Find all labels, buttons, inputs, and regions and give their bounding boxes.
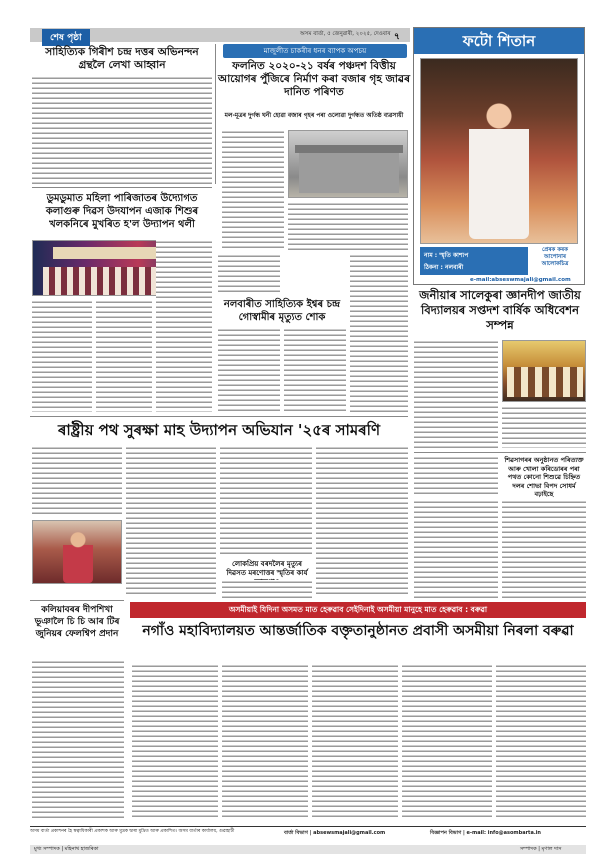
story-mid-right-body-b [284,328,346,412]
story-right-small-body-a [414,500,498,598]
story-right-mid-body-a [414,340,498,448]
footer-rule [30,826,586,827]
date-line: অসম বাৰ্তা, ৫ জেনুৱাৰী, ২০২৫, দেওবাৰ [300,31,391,37]
footer-editor: মুখ্য সম্পাদক | মহিনাথ হাজৰিকা [34,846,99,852]
story-bottom-body-4 [402,664,492,820]
footer-email[interactable]: বাৰ্তা বিভাগ | absewsmajali@gmail.com [284,830,386,836]
stage-people [507,367,583,397]
footer-ad[interactable]: বিজ্ঞাপন বিভাগ | e-mail: info@asombarta.in [430,830,541,836]
story-wide-body-4 [316,446,408,596]
story-mid-right-body-a [218,328,280,412]
story-bottom-headline: নগাঁও মহাবিদ্যালয়ত আন্তৰ্জাতিক বক্তৃতানুষ্ঠানত প্ৰবাসী অসমীয়া নিৰলা বৰুৱা [142,623,574,639]
story-left-top-body [32,76,212,184]
story-right-mid-body-b [502,406,586,448]
story-left-bottom-headline: কলিয়াবৰৰ দীপশিখা ভূঞালৈ চি চি আৰ টিৰ জুনিয়ৰ ফেলশ্বিপ প্ৰদান [34,605,120,639]
story-left-mid-body-c [156,240,212,412]
footer-strip [30,845,586,854]
story-top-body-left [222,130,284,250]
story-right-small-body-b [502,500,586,598]
market-shed-roof [295,145,403,153]
dancer-figure [63,529,93,583]
story-top-photo [288,130,408,198]
photo-corner-title: ফটো শিতান [414,28,584,54]
story-top-subheadline: মল-মূত্ৰৰ দুৰ্গন্ধ ঘনী হোৱা বজাৰ গৃহৰ পৰা ওলোৱা দুৰ্গন্ধত অতিষ্ঠ ব্যৱসায়ী [224,112,404,119]
story-left-bottom-photo [32,520,122,584]
story-right-mid-headline: জনীয়াৰ সালেকুৰা জ্ঞানদীপ জাতীয় বিদ্যালয়ৰ সপ্তদশ বাৰ্ষিক অধিবেশন সম্পন্ন [419,288,581,332]
story-mid-extra [350,254,408,412]
story-wide-body-3 [220,446,312,556]
story-right-small-headline: শিৱসাগৰৰ অনুষ্ঠানত পৰিত্যক্ত আৰু খোলা কৰিডোৰৰ পৰা পথত কোনো শিশুৱে চিহ্নিত দলৰ শোভা বিপদ সোধৰ্ম বঢ়াইছে [504,456,584,498]
story-wide-body-1 [32,446,122,516]
market-shed-wall [299,153,399,193]
footer-editor-right: সম্পাদক | মৃণাল দাস [520,846,562,852]
story-small-centre-body [222,580,312,598]
photo-corner-image [420,58,578,244]
story-bottom-body-2 [222,664,308,820]
story-right-col-body [414,456,498,496]
story-left-top-headline: সাহিত্যিক গিৰীশ চন্দ্ৰ দত্তৰ অভিনন্দন গ্ৰন্থলৈ লেখা আহ্বান [45,46,199,71]
story-wide-headline: ৰাষ্ট্ৰীয় পথ সুৰক্ষা মাহ উদ্যাপন অভিযান '২৫ৰ সামৰণি [57,421,381,439]
rule-left-mid [32,187,212,188]
rule-left-bottom [30,600,124,601]
story-bottom-body-5 [496,664,586,820]
story-right-mid-photo [502,340,586,402]
story-bottom-body-1 [132,664,218,820]
page-number: ৭ [394,32,400,42]
story-mid-right-headline: নলবাৰীত সাহিত্যিক ইশ্বৰ চন্দ্ৰ গোস্বামীৰ মৃত্যুত শোক [223,299,341,323]
rule-wide [30,416,408,417]
story-wide-body-2 [126,446,216,596]
story-bottom-body-3 [312,664,398,820]
story-left-mid-headline: ডুমডুমাত মহিলা পাৰিজাতৰ উদ্যোগত কলাগুৰু দিৱস উদযাপন এজাক শিশুৰ খলকনিৰে মুখৰিত হ'ল উদ্যাপন থলী [45,193,199,230]
photo-caption-name: নাম : স্মৃতি কাশ্যপ [424,252,469,259]
col-divider [215,44,216,184]
story-small-centre-headline: লোকপ্ৰিয় বৰদলৈৰ মৃত্যুৰ দিৱসত মৰণোত্তৰ স্মৃতিৰ কাৰ্য [226,560,308,577]
rule-right-small [414,452,586,453]
story-centre-body [218,254,280,294]
story-top-body-right [288,202,408,252]
stage-banner [53,247,173,259]
story-top-headline: ফলনিত ২০২০-২১ বৰ্ষৰ পঞ্চদশ বিত্তীয় আয়োগৰ পুঁজিৰে নিৰ্মাণ কৰা বজাৰ গৃহ জাৱৰ দানিত পৰিণত [218,60,410,98]
footer-line1: অসম বাৰ্তা প্ৰকাশনৰ হৈ স্বত্বাধিকাৰী প্ৰকাশক আৰু মুদ্ৰক দ্বাৰা মুদ্ৰিত আৰু প্ৰকাশিত। অসম বাৰ্তাৰ কাৰ্যালয়, গুৱাহাটী [30,829,235,834]
section-tag: শেষ পৃষ্ঠা [42,29,90,46]
story-left-mid-body-a [32,300,92,412]
story-bottom-banner: অসমীয়াই যিদিনা অসমত মাত হেৰুৱাব সেইদিনাই অসমীয়া মানুহে মাত হেৰুৱাব : বৰুৱা [130,602,586,618]
photo-caption-address: ঠিকনা : নলবাৰী [424,264,464,271]
story-left-mid-body-b [96,300,152,412]
photo-corner-email[interactable]: e-mail:abseswmajali@gmail.com [470,277,571,283]
child-figure [469,89,529,239]
photo-caption-side: প্ৰেৰক কৰক আপোনাৰ আলোকচিত্ৰ [541,247,569,267]
story-left-bottom-body [32,660,124,820]
banner-label: মাজুলীত চাকৰীৰ ধনৰ ব্যাপক অপচয় [223,44,407,58]
